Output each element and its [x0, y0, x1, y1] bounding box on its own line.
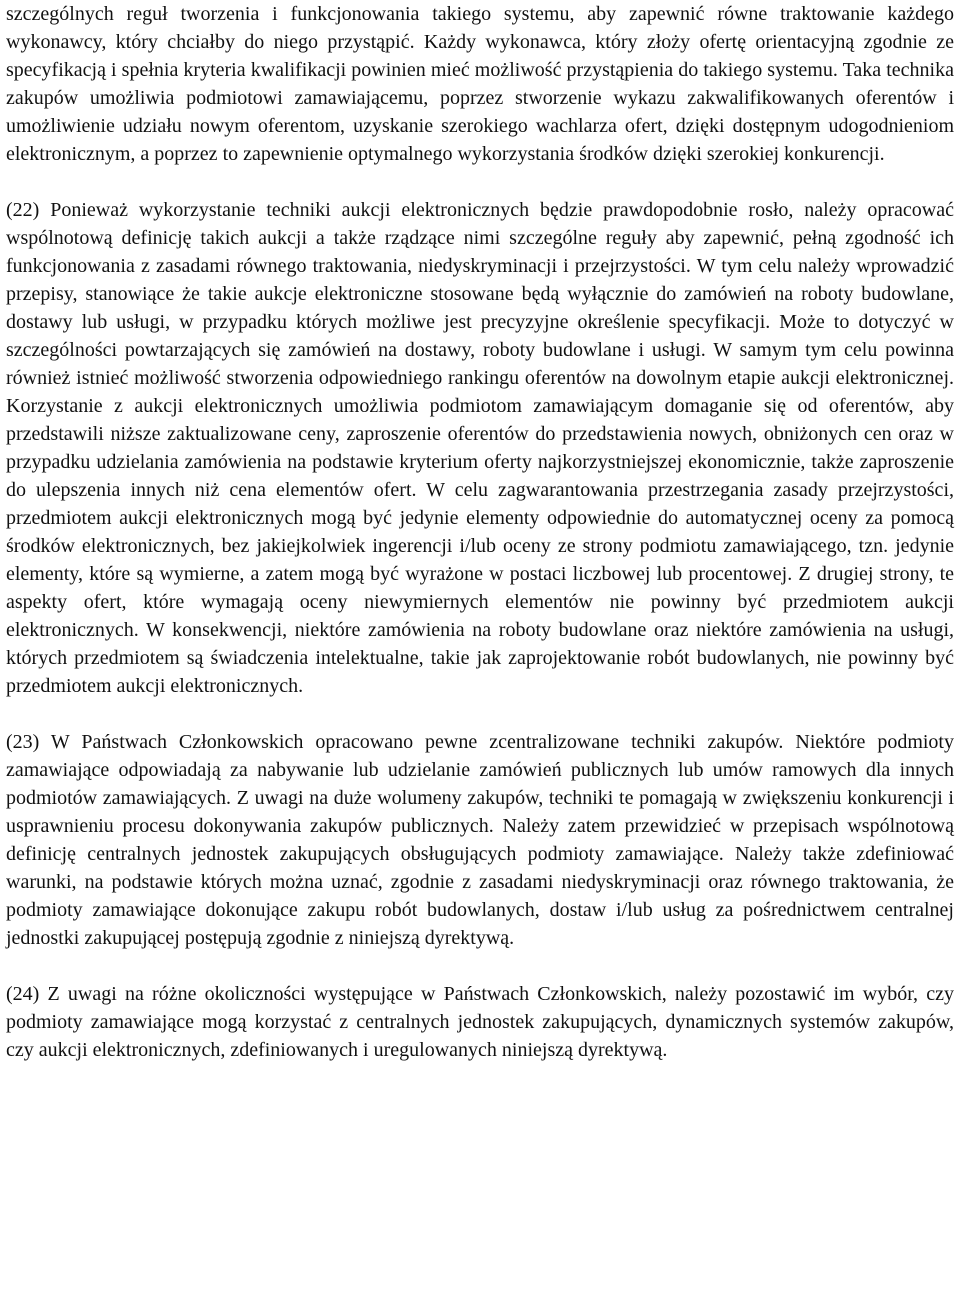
- paragraph-23: (23) W Państwach Członkowskich opracowano pewne zcentralizowane techniki zakupów. Niektóre podmioty zamawiające odpowiadają za nabywanie lub udzielanie zamówień publicznych lub umów ramowych dla innych podmiotów zamawiających. Z uwagi na duże wolumeny zakupów, techniki te pomagają w zwiększeniu konkurencji i usprawnieniu procesu dokonywania zakupów publicznych. Należy zatem przewidzieć w przepisach wspólnotową definicję centralnych jednostek zakupujących obsługujących podmioty zamawiające. Należy także zdefiniować warunki, na podstawie których można uznać, zgodnie z zasadami niedyskryminacji oraz równego traktowania, że podmioty zamawiające dokonujące zakupu robót budowlanych, dostaw i/lub usług za pośrednictwem centralnej jednostki zakupującej postępują zgodnie z niniejszą dyrektywą.: [6, 731, 954, 949]
- paragraph-24: (24) Z uwagi na różne okoliczności występujące w Państwach Członkowskich, należy pozostawić im wybór, czy podmioty zamawiające mogą korzystać z centralnych jednostek zakupujących, dynamicznych systemów zakupów, czy aukcji elektronicznych, zdefiniowanych i uregulowanych niniejszą dyrektywą.: [6, 983, 954, 1061]
- paragraph-22: (22) Ponieważ wykorzystanie techniki aukcji elektronicznych będzie prawdopodobnie rosło, należy opracować wspólnotową definicję takich aukcji a także rządzące nimi szczególne reguły aby zapewnić, pełną zgodność ich funkcjonowania z zasadami równego traktowania, niedyskryminacji i przejrzystości. W tym celu należy wprowadzić przepisy, stanowiące że takie aukcje elektroniczne stosowane będą wyłącznie do zamówień na roboty budowlane, dostawy lub usługi, w przypadku których możliwe jest precyzyjne określenie specyfikacji. Może to dotyczyć w szczególności powtarzających się zamówień na dostawy, roboty budowlane i usługi. W samym tym celu powinna również istnieć możliwość stworzenia odpowiedniego rankingu oferentów na dowolnym etapie aukcji elektronicznej. Korzystanie z aukcji elektronicznych umożliwia podmiotom zamawiającym domaganie się od oferentów, aby przedstawili niższe zaktualizowane ceny, zaproszenie oferentów do przedstawienia nowych, obniżonych cen oraz w przypadku udzielania zamówienia na podstawie kryterium oferty najkorzystniejszej ekonomicznie, także zaproszenie do ulepszenia innych niż cena elementów ofert. W celu zagwarantowania przestrzegania zasady przejrzystości, przedmiotem aukcji elektronicznych mogą być jedynie elementy odpowiednie do automatycznej oceny za pomocą środków elektronicznych, bez jakiejkolwiek ingerencji i/lub oceny ze strony podmiotu zamawiającego, tzn. jedynie elementy, które są wymierne, a zatem mogą być wyrażone w postaci liczbowej lub procentowej. Z drugiej strony, te aspekty ofert, które wymagają oceny niewymiernych elementów nie powinny być przedmiotem aukcji elektronicznych. W konsekwencji, niektóre zamówienia na roboty budowlane oraz niektóre zamówienia na usługi, których przedmiotem są świadczenia intelektualne, takie jak zaprojektowanie robót budowlanych, nie powinny być przedmiotem aukcji elektronicznych.: [6, 199, 954, 697]
- document-page: [6, 0, 954, 1064]
- paragraph-spacer: [6, 168, 954, 196]
- paragraph-spacer: [6, 700, 954, 728]
- paragraph-spacer: [6, 952, 954, 980]
- paragraph-continuation: szczególnych reguł tworzenia i funkcjonowania takiego systemu, aby zapewnić równe traktowanie każdego wykonawcy, który chciałby do niego przystąpić. Każdy wykonawca, który złoży ofertę orientacyjną zgodnie ze specyfikacją i spełnia kryteria kwalifikacji powinien mieć możliwość przystąpienia do takiego systemu. Taka technika zakupów umożliwia podmiotowi zamawiającemu, poprzez stworzenie wykazu zakwalifikowanych oferentów i umożliwienie udziału nowym oferentom, uzyskanie szerokiego wachlarza ofert, dzięki dostępnym udogodnieniom elektronicznym, a poprzez to zapewnienie optymalnego wykorzystania środków dzięki szerokiej konkurencji.: [6, 3, 954, 165]
